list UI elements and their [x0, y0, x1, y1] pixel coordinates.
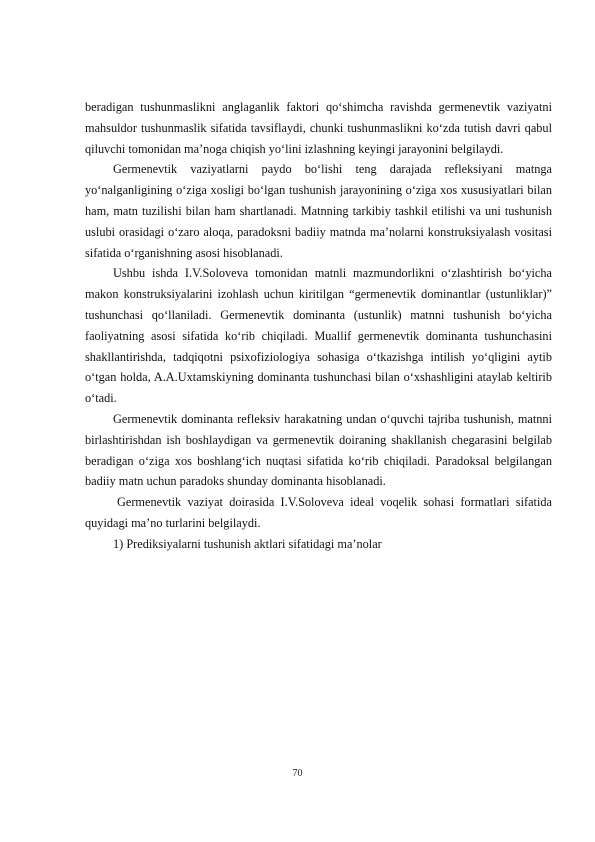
page-number: 70	[292, 768, 303, 779]
paragraph-4: Germenevtik dominanta refleksiv harakatning undan o‘quvchi tajriba tushunish, matnni birlashtirishdan ish boshlaydigan va germenevtik doiraning shakllanish chegarasini belgilab beradigan o‘ziga xos boshlang‘ich nuqtasi sifatida ko‘rib chiqiladi. Paradoksal belgilangan badiiy matn uchun paradoks shunday dominanta hisoblanadi.	[85, 411, 552, 489]
paragraph-6: 1) Prediksiyalarni tushunish aktlari sifatidagi ma’nolar	[113, 536, 382, 551]
body-text	[85, 97, 552, 555]
paragraph-1: beradigan tushunmaslikni anglaganlik faktori qo‘shimcha ravishda germenevtik vaziyatni mahsuldor tushunmaslik sifatida tavsiflaydi, chunki tushunmaslikni ko‘zda tutish davri qabul qiluvchi tomonidan ma’noga chiqish yo‘lini izlashning keyingi jarayonini belgilaydi.	[85, 100, 552, 156]
paragraph-2: Germenevtik vaziyatlarni paydo bo‘lishi teng darajada refleksiyani matnga yo‘nalganligining o‘ziga xosligi bo‘lgan tushunish jarayonining o‘ziga xos xususiyatlari bilan ham, matn tuzilishi bilan ham shartlanadi. Matnning tarkibiy tashkil etilishi va uni tushunish uslubi orasidagi o‘zaro aloqa, paradoksni badiiy matnda ma’nolarni konstruksiyalash vositasi sifatida o‘rganishning asosi hisoblanadi.	[85, 162, 552, 260]
paragraph-3: Ushbu ishda I.V.Soloveva tomonidan matnli mazmundorlikni o‘zlashtirish bo‘yicha makon konstruksiyalarini izohlash uchun kiritilgan “germenevtik dominantlar (ustunliklar)” tushunchasi qo‘llaniladi. Germenevtik dominanta (ustunlik) matnni tushunish bo‘yicha faoliyatning asosi sifatida ko‘rib chiqiladi. Muallif germenevtik dominanta tushunchasini shakllantirishda, tadqiqotni psixofiziologiya sohasiga o‘tkazishga intilish yo‘qligini aytib o‘tgan holda, A.A.Uxtamskiyning dominanta tushunchasi bilan o‘xshashligini ataylab keltirib o‘tadi.	[85, 266, 552, 406]
paragraph-5: Germenevtik vaziyat doirasida I.V.Soloveva ideal voqelik sohasi formatlari sifatida quyidagi ma’no turlarini belgilaydi.	[85, 495, 552, 530]
